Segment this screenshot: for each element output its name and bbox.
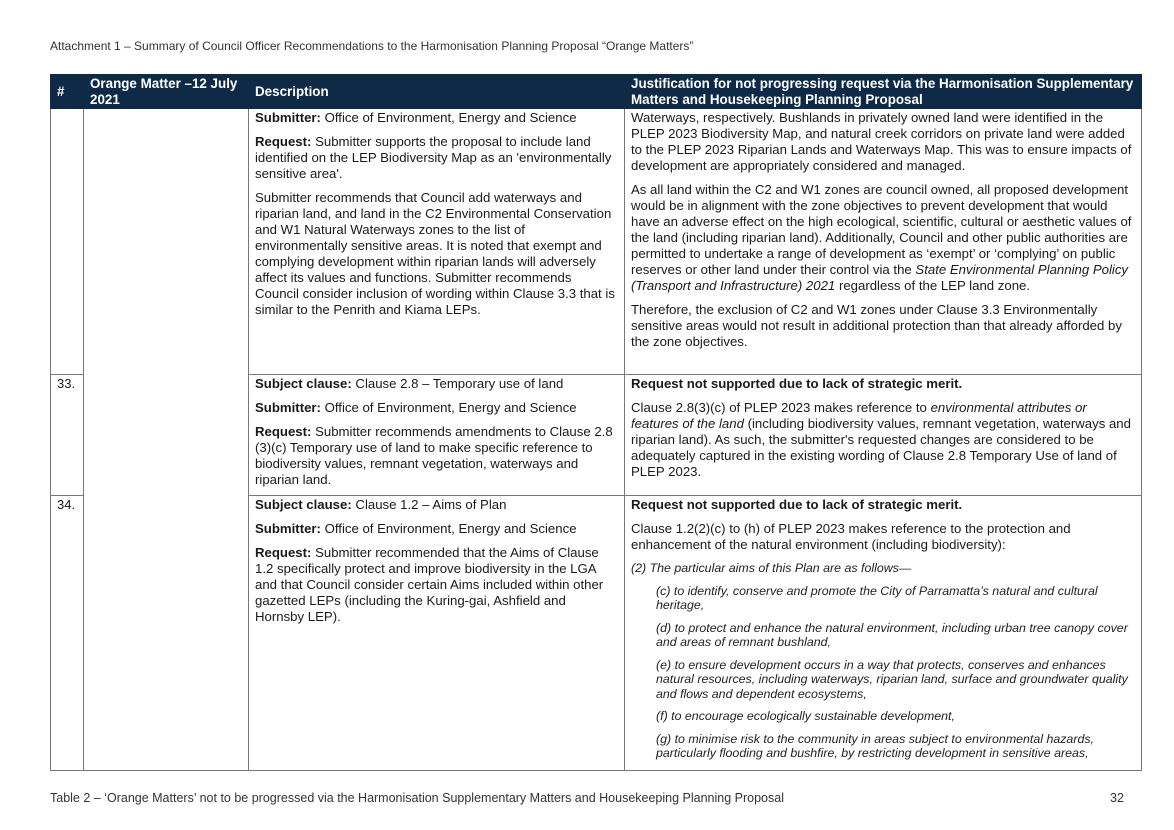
row-number: 34. <box>51 496 84 771</box>
quote-item: (g) to minimise risk to the community in areas subject to environmental hazards, particularly flooding and bushfire, by restricting development in sensitive areas, <box>656 731 1094 760</box>
justification-cell <box>625 109 1142 375</box>
subject-value: Clause 1.2 – Aims of Plan <box>355 497 507 512</box>
request-text-continued: Submitter recommends that Council add waterways and riparian land, and land in the C2 Environmental Conservation and W1 Natural Waterways zones to the list of environmentally sensitive areas. It is noted that exempt and complying development within riparian lands will adversely affect its values and functions. Submitter recommends Council consider inclusion of wording within Clause 3.3 that is similar to the Penrith and Kiama LEPs. <box>255 190 615 317</box>
subject-value: Clause 2.8 – Temporary use of land <box>355 376 564 391</box>
justification-paragraph <box>631 182 1135 294</box>
clause-quote <box>631 561 1135 761</box>
verdict: Request not supported due to lack of strategic merit. <box>631 376 963 391</box>
justification-cell <box>625 375 1142 496</box>
table-row <box>51 109 1142 375</box>
justification-text: As all land within the C2 and W1 zones are council owned, all proposed development would be in alignment with the zone objectives to prevent development that would have an adverse effect on the high ecological, scientific, cultural or aesthetic values of the land (including riparian land). Additionally, Council and other public authorities are permitted to undertake a range of development as ‘exempt’ or ‘complying’ on public reserves or other land under their control via the <box>631 182 1132 277</box>
orange-matter-cell <box>84 109 249 771</box>
table-caption: Table 2 – ‘Orange Matters’ not to be progressed via the Harmonisation Supplementary Matters and Housekeeping Planning Proposal <box>50 791 784 805</box>
verdict: Request not supported due to lack of strategic merit. <box>631 497 963 512</box>
quote-item: (f) to encourage ecologically sustainable development, <box>656 709 955 723</box>
quote-intro: (2) The particular aims of this Plan are as follows— <box>631 561 912 575</box>
submitter-label: Submitter: <box>255 521 321 536</box>
row-number <box>51 109 84 375</box>
request-label: Request: <box>255 424 312 439</box>
quote-item: (c) to identify, conserve and promote the City of Parramatta’s natural and cultural heritage, <box>656 583 1098 612</box>
page-header: Attachment 1 – Summary of Council Officer Recommendations to the Harmonisation Planning Proposal “Orange Matters” <box>50 39 694 53</box>
column-header-justification: Justification for not progressing request via the Harmonisation Supplementary Matters and Housekeeping Planning Proposal <box>625 75 1142 109</box>
subject-label: Subject clause: <box>255 497 352 512</box>
request-label: Request: <box>255 545 312 560</box>
clause-reference: environmental attributes or features of the land <box>631 400 1087 431</box>
request-label: Request: <box>255 134 312 149</box>
description-cell <box>249 109 625 375</box>
request-text: Submitter supports the proposal to include land identified on the LEP Biodiversity Map as an 'environmentally sensitive area'. <box>255 134 612 181</box>
submitter-value: Office of Environment, Energy and Science <box>324 110 577 125</box>
column-header-description: Description <box>249 75 625 109</box>
row-number: 33. <box>51 375 84 496</box>
column-header-orange-matter: Orange Matter –12 July 2021 <box>84 75 249 109</box>
orange-matters-table <box>50 74 1142 771</box>
justification-cell <box>625 496 1142 771</box>
request-text: Submitter recommends amendments to Clause 2.8 (3)(c) Temporary use of land to make specific reference to biodiversity values, remnant vegetation, waterways and riparian land. <box>255 424 613 487</box>
page-number: 32 <box>1110 791 1124 805</box>
justification-paragraph: Waterways, respectively. Bushlands in privately owned land were identified in the PLEP 2023 Biodiversity Map, and natural creek corridors on private land were added to the PLEP 2023 Riparian Lands and Waterways Map. This was to ensure impacts of development are appropriately considered and managed. <box>631 110 1132 173</box>
description-cell <box>249 496 625 771</box>
justification-paragraph <box>631 400 1135 480</box>
request-text: Submitter recommended that the Aims of Clause 1.2 specifically protect and improve biodiversity in the LGA and that Council consider certain Aims included within other gazetted LEPs (including the Kuring-gai, Ashfield and Hornsby LEP). <box>255 545 604 624</box>
table-header-row <box>51 75 1142 109</box>
description-cell <box>249 375 625 496</box>
quote-item: (d) to protect and enhance the natural environment, including urban tree canopy cover and areas of remnant bushland, <box>656 620 1128 649</box>
subject-label: Subject clause: <box>255 376 352 391</box>
submitter-label: Submitter: <box>255 110 321 125</box>
policy-reference: State Environmental Planning Policy (Transport and Infrastructure) 2021 <box>631 262 1129 293</box>
submitter-value: Office of Environment, Energy and Science <box>324 400 577 415</box>
justification-paragraph: Therefore, the exclusion of C2 and W1 zones under Clause 3.3 Environmentally sensitive areas would not result in additional protection than that already afforded by the zone objectives. <box>631 302 1122 349</box>
justification-text: Clause 2.8(3)(c) of PLEP 2023 makes reference to <box>631 400 927 415</box>
column-header-number: # <box>51 75 84 109</box>
justification-text: regardless of the LEP land zone. <box>838 278 1031 293</box>
submitter-value: Office of Environment, Energy and Science <box>324 521 577 536</box>
quote-item: (e) to ensure development occurs in a way that protects, conserves and enhances natural resources, including waterways, riparian land, surface and groundwater quality and flows and dependent ecosystems, <box>656 657 1128 701</box>
justification-paragraph: Clause 1.2(2)(c) to (h) of PLEP 2023 makes reference to the protection and enhancement of the natural environment (including biodiversity): <box>631 521 1071 552</box>
submitter-label: Submitter: <box>255 400 321 415</box>
justification-text: (including biodiversity values, remnant vegetation, waterways and riparian land). As such, the submitter's requested changes are considered to be adequately captured in the existing wording of Clause 2.8 Temporary Use of land of PLEP 2023. <box>631 416 1131 479</box>
